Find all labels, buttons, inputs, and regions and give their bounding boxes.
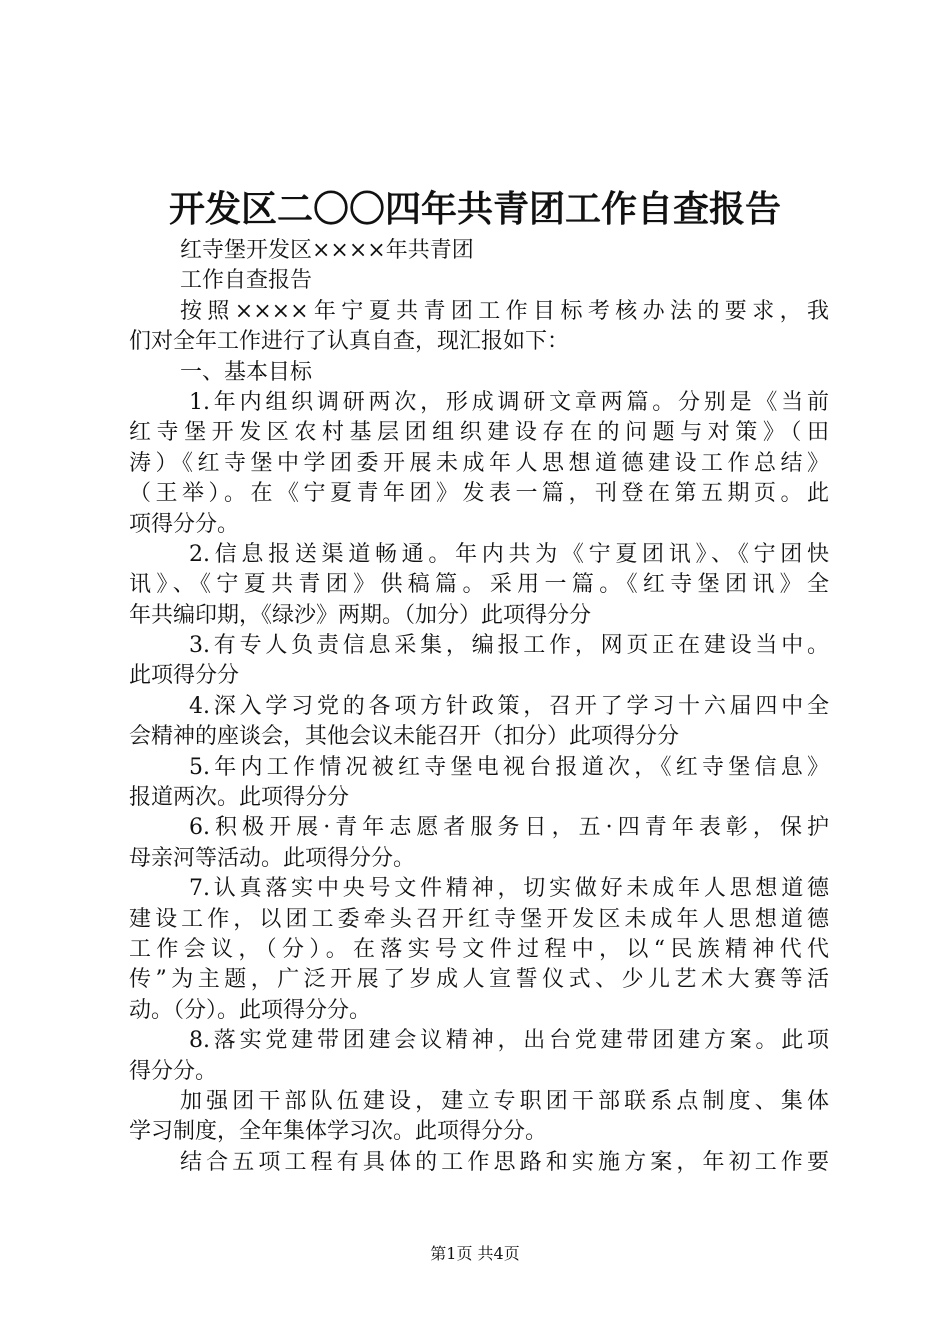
text-line: 此项得分分 bbox=[129, 663, 240, 689]
text-line: 7.认真落实中央号文件精神，切实做好未成年人思想道德 bbox=[189, 876, 829, 902]
text-line: 们对全年工作进行了认真自查，现汇报如下： bbox=[129, 329, 570, 355]
text-line: 母亲河等活动。此项得分分。 bbox=[129, 845, 416, 871]
text-line: 6.积极开展·青年志愿者服务日，五·四青年表彰，保护 bbox=[189, 815, 829, 841]
text-line: 加强团干部队伍建设，建立专职团干部联系点制度、集体 bbox=[180, 1088, 829, 1114]
text-line: 得分分。 bbox=[129, 1058, 218, 1084]
text-line: 学习制度，全年集体学习次。此项得分分。 bbox=[129, 1119, 548, 1145]
text-line: 8.落实党建带团建会议精神，出台党建带团建方案。此项 bbox=[189, 1028, 829, 1054]
text-line: 传”为主题，广泛开展了岁成人宣誓仪式、少儿艺术大赛等活 bbox=[129, 967, 829, 993]
text-line: 一、基本目标 bbox=[180, 359, 313, 385]
text-line: 红寺堡开发区××××年共青团 bbox=[180, 238, 474, 263]
text-line: 年共编印期，《绿沙》两期。（加分）此项得分分 bbox=[129, 602, 592, 628]
text-line: 会精神的座谈会，其他会议未能召开（扣分）此项得分分 bbox=[129, 724, 680, 750]
text-line: 项得分分。 bbox=[129, 511, 240, 537]
text-line: （王举）。在《宁夏青年团》发表一篇，刊登在第五期页。此 bbox=[129, 481, 829, 507]
text-line: 按照××××年宁夏共青团工作目标考核办法的要求，我 bbox=[180, 298, 829, 324]
text-line: 报道两次。此项得分分 bbox=[129, 785, 350, 811]
text-line: 讯》、《宁夏共青团》供稿篇。采用一篇。《红寺堡团讯》全 bbox=[129, 572, 829, 598]
text-line: 红寺堡开发区农村基层团组织建设存在的问题与对策》（田 bbox=[129, 420, 829, 446]
text-line: 工作自查报告 bbox=[180, 268, 313, 294]
text-line: 涛）《红寺堡中学团委开展未成年人思想道德建设工作总结》 bbox=[129, 450, 829, 476]
page-footer: 第1页 共4页 bbox=[430, 1244, 520, 1263]
text-line: 1.年内组织调研两次，形成调研文章两篇。分别是《当前 bbox=[189, 389, 829, 415]
text-line: 工作会议，（分）。在落实号文件过程中，以“民族精神代代 bbox=[129, 936, 829, 962]
text-line: 2.信息报送渠道畅通。年内共为《宁夏团讯》、《宁团快 bbox=[189, 541, 829, 567]
text-line: 3.有专人负责信息采集，编报工作，网页正在建设当中。 bbox=[189, 633, 829, 659]
page-title: 开发区二〇〇四年共青团工作自查报告 bbox=[168, 188, 781, 230]
text-line: 动。（分）。此项得分分。 bbox=[129, 997, 372, 1023]
text-line: 4.深入学习党的各项方针政策，召开了学习十六届四中全 bbox=[189, 693, 829, 719]
text-line: 建设工作，以团工委牵头召开红寺堡开发区未成年人思想道德 bbox=[129, 906, 829, 932]
text-line: 结合五项工程有具体的工作思路和实施方案，年初工作要 bbox=[180, 1149, 829, 1175]
document-body bbox=[129, 236, 829, 1178]
text-line: 5.年内工作情况被红寺堡电视台报道次，《红寺堡信息》 bbox=[189, 754, 829, 780]
